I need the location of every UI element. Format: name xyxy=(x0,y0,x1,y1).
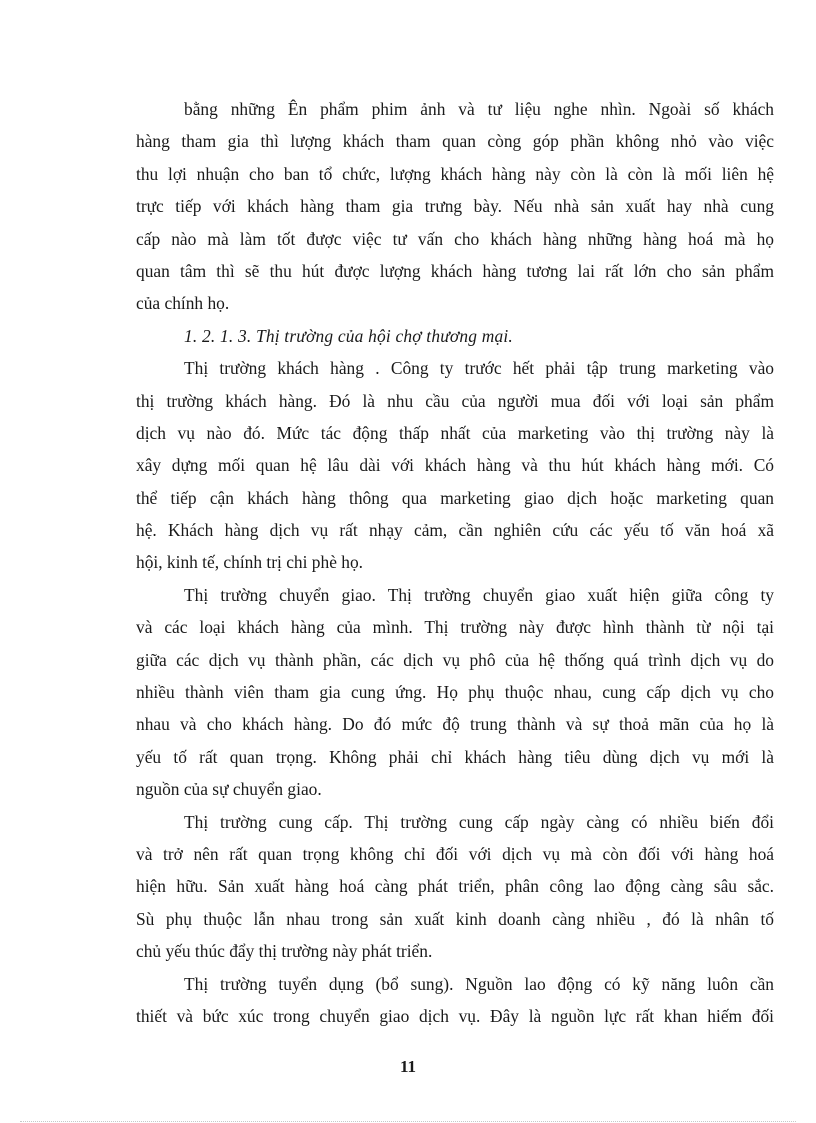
paragraph-line: bằng những Ên phẩm phim ảnh và tư liệu nghe nhìn. Ngoài số khách xyxy=(184,99,774,119)
section-heading: 1. 2. 1. 3. Thị trường của hội chợ thương mại. xyxy=(184,325,513,346)
document-body xyxy=(136,93,774,1032)
paragraph-line: dịch vụ nào đó. Mức tác động thấp nhất của marketing vào thị trường này là xyxy=(136,422,774,443)
paragraph-line: xây dựng mối quan hệ lâu dài với khách hàng và thu hút khách hàng mới. Có xyxy=(136,455,774,476)
paragraph-line: của chính họ. xyxy=(136,293,230,314)
paragraph-line: hàng tham gia thì lượng khách tham quan còng góp phần không nhỏ vào việc xyxy=(136,131,774,152)
paragraph-line: hiện hữu. Sản xuất hàng hoá càng phát triển, phân công lao động càng sâu sắc. xyxy=(136,876,774,897)
paragraph-line: yếu tố rất quan trọng. Không phải chỉ khách hàng tiêu dùng dịch vụ mới là xyxy=(136,746,774,767)
paragraph-line: giữa các dịch vụ thành phần, các dịch vụ phô của hệ thống quá trình dịch vụ do xyxy=(136,649,774,670)
paragraph-line: và trở nên rất quan trọng không chỉ đối với dịch vụ mà còn đối với hàng hoá xyxy=(136,843,774,864)
paragraph-line: thu lợi nhuận cho ban tổ chức, lượng khách hàng này còn là còn là mối liên hệ xyxy=(136,163,774,184)
paragraph-line: Thị trường chuyển giao. Thị trường chuyển giao xuất hiện giữa công ty xyxy=(184,584,774,605)
paragraph-line: hệ. Khách hàng dịch vụ rất nhạy cảm, cần nghiên cứu các yếu tố văn hoá xã xyxy=(136,520,774,541)
paragraph-line: thể tiếp cận khách hàng thông qua marketing giao dịch hoặc marketing quan xyxy=(136,487,774,508)
paragraph-line: Thị trường cung cấp. Thị trường cung cấp ngày càng có nhiều biến đổi xyxy=(184,811,774,832)
paragraph-line: thị trường khách hàng. Đó là nhu cầu của người mua đối với loại sản phẩm xyxy=(136,390,774,411)
paragraph-line: quan tâm thì sẽ thu hút được lượng khách hàng tương lai rất lớn cho sản phẩm xyxy=(136,260,774,281)
page-bottom-divider xyxy=(20,1121,796,1122)
paragraph-line: Thị trường tuyển dụng (bổ sung). Nguồn lao động có kỹ năng luôn cần xyxy=(184,973,774,994)
paragraph-line: trực tiếp với khách hàng tham gia trưng bày. Nếu nhà sản xuất hay nhà cung xyxy=(136,196,774,217)
paragraph-line: hội, kinh tế, chính trị chi phè họ. xyxy=(136,552,364,573)
paragraph-line: và các loại khách hàng của mình. Thị trường này được hình thành từ nội tại xyxy=(136,617,774,638)
paragraph-line: nguồn của sự chuyển giao. xyxy=(136,779,322,800)
paragraph-line: Sù phụ thuộc lẫn nhau trong sản xuất kinh doanh càng nhiều , đó là nhân tố xyxy=(136,908,774,929)
paragraph-line: Thị trường khách hàng . Công ty trước hết phải tập trung marketing vào xyxy=(184,358,774,379)
paragraph-line: chủ yếu thúc đẩy thị trường này phát triển. xyxy=(136,941,433,962)
paragraph-line: thiết và bức xúc trong chuyển giao dịch vụ. Đây là nguồn lực rất khan hiếm đối xyxy=(136,1005,774,1026)
paragraph-line: nhiều thành viên tham gia cung ứng. Họ phụ thuộc nhau, cung cấp dịch vụ cho xyxy=(136,682,774,703)
paragraph-line: nhau và cho khách hàng. Do đó mức độ trung thành và sự thoả mãn của họ là xyxy=(136,714,774,735)
paragraph-line: cấp nào mà làm tốt được việc tư vấn cho khách hàng những hàng hoá mà họ xyxy=(136,228,774,249)
page-number: 11 xyxy=(399,1057,417,1076)
